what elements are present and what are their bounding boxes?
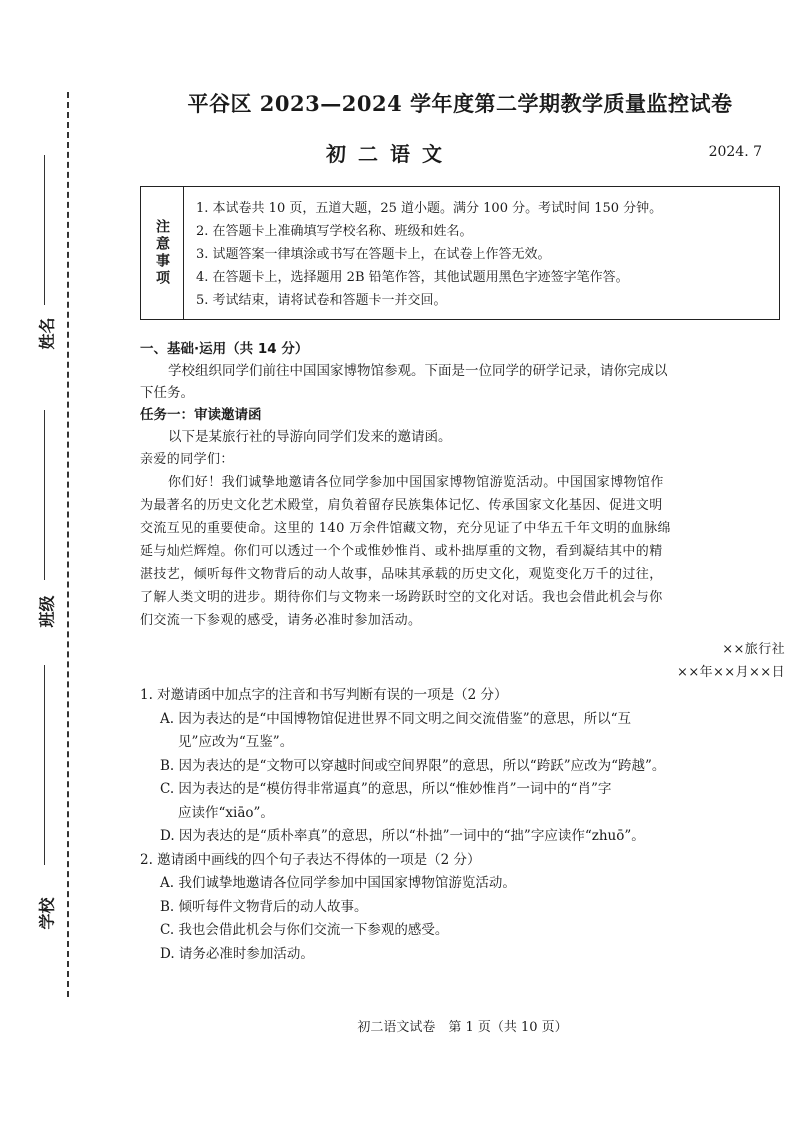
section-intro-line: 学校组织同学们前往中国国家博物馆参观。下面是一位同学的研学记录，请你完成以 (168, 363, 668, 379)
option-a-cont: 见”应改为“互鉴”。 (178, 734, 294, 750)
page-footer: 初二语文试卷 第 1 页（共 10 页） (357, 1020, 568, 1035)
question-stem: 1. 对邀请函中加点字的注音和书写判断有误的一项是（2 分） (140, 687, 508, 703)
letter-line: 们交流一下参观的感受，请务必准时参加活动。 (140, 613, 422, 628)
name-label: 姓名 (37, 317, 57, 350)
section-heading: 一、基础·运用（共 14 分） (140, 341, 309, 357)
exam-title: 平谷区 2023—2024 学年度第二学期教学质量监控试卷 (187, 91, 733, 116)
letter-line: 你们好！我们诚挚地邀请各位同学参加中国国家博物馆游览活动。中国国家博物馆作 (168, 475, 664, 490)
task-intro: 以下是某旅行社的导游向同学们发来的邀请函。 (168, 429, 452, 445)
option-b[interactable]: B. 因为表达的是“文物可以穿越时间或空间界限”的意思，所以“跨跃”应改为“跨越”。 (160, 757, 666, 774)
section-1 (140, 338, 785, 966)
class-label: 班级 (37, 595, 57, 628)
question-stem: 2. 邀请函中画线的四个句子表达不得体的一项是（2 分） (140, 851, 481, 868)
notice-item: 3. 试题答案一律填涂或书写在答题卡上，在试卷上作答无效。 (196, 247, 551, 262)
option-d[interactable]: D. 因为表达的是“质朴率真”的意思，所以“朴拙”一词中的“拙”字应读作“zhuō”。 (160, 828, 645, 844)
notice-item: 5. 考试结束，请将试卷和答题卡一并交回。 (196, 293, 447, 308)
letter-signer: ××旅行社 (722, 642, 785, 657)
option-c[interactable]: C. 因为表达的是“模仿得非常逼真”的意思，所以“惟妙惟肖”一词中的“肖”字 (160, 781, 612, 797)
task-heading: 任务一：审读邀请函 (140, 407, 262, 423)
option-a[interactable]: A. 我们诚挚地邀请各位同学参加中国国家博物馆游览活动。 (160, 875, 516, 891)
exam-date: 2024. 7 (708, 144, 762, 160)
notice-item: 2. 在答题卡上准确填写学校名称、班级和姓名。 (196, 224, 473, 239)
option-d[interactable]: D. 请务必准时参加活动。 (160, 945, 314, 962)
letter-sign-date: ××年××月××日 (677, 665, 785, 680)
option-b[interactable]: B. 倾听每件文物背后的动人故事。 (160, 898, 368, 915)
option-c-cont: 应读作“xiāo”。 (178, 804, 274, 821)
binding-dashed-line (67, 92, 69, 997)
notice-heading: 注意事项 (154, 219, 170, 287)
option-a[interactable]: A. 因为表达的是“中国博物馆促进世界不同文明之间交流借鉴”的意思，所以“互 (160, 710, 632, 727)
notice-item: 4. 在答题卡上，选择题用 2B 铅笔作答，其他试题用黑色字迹签字笔作答。 (196, 270, 629, 285)
letter-line: 为最著名的历史文化艺术殿堂，肩负着留存民族集体记忆、传承国家文化基因、促进文明 (140, 498, 663, 513)
school-label: 学校 (37, 897, 57, 930)
school-field-line (44, 665, 45, 865)
letter-line: 了解人类文明的进步。期待你们与文物来一场跨跃时空的文化对话。我也会借此机会与你 (140, 590, 663, 605)
option-c[interactable]: C. 我也会借此机会与你们交流一下参观的感受。 (160, 922, 449, 938)
name-field-line (44, 155, 45, 305)
class-field[interactable] (24, 405, 64, 645)
invitation-letter (140, 448, 785, 684)
section-intro-line: 下任务。 (140, 385, 194, 401)
letter-line: 湛技艺，倾听每件文物背后的动人故事，品味其承载的历史文化，观览变化万千的过往， (140, 567, 663, 582)
notice-list (184, 187, 779, 319)
notice-item: 1. 本试卷共 10 页，五道大题，25 道小题。满分 100 分。考试时间 150 分钟。 (196, 201, 663, 216)
name-field[interactable] (24, 150, 64, 350)
letter-line: 交流互见的重要使命。这里的 140 万余件馆藏文物，充分见证了中华五千年文明的血脉绵 (140, 521, 671, 536)
letter-greeting: 亲爱的同学们： (140, 452, 234, 467)
exam-subtitle: 初二语文 (326, 142, 454, 166)
letter-line: 延与灿烂辉煌。你们可以透过一个个或惟妙惟肖、或朴拙厚重的文物，看到凝结其中的精 (140, 544, 663, 559)
notice-heading-cell (141, 187, 184, 319)
question-1 (140, 684, 785, 849)
notice-box (140, 186, 780, 320)
question-2 (140, 849, 785, 967)
class-field-line (44, 410, 45, 580)
school-field[interactable] (24, 660, 64, 940)
